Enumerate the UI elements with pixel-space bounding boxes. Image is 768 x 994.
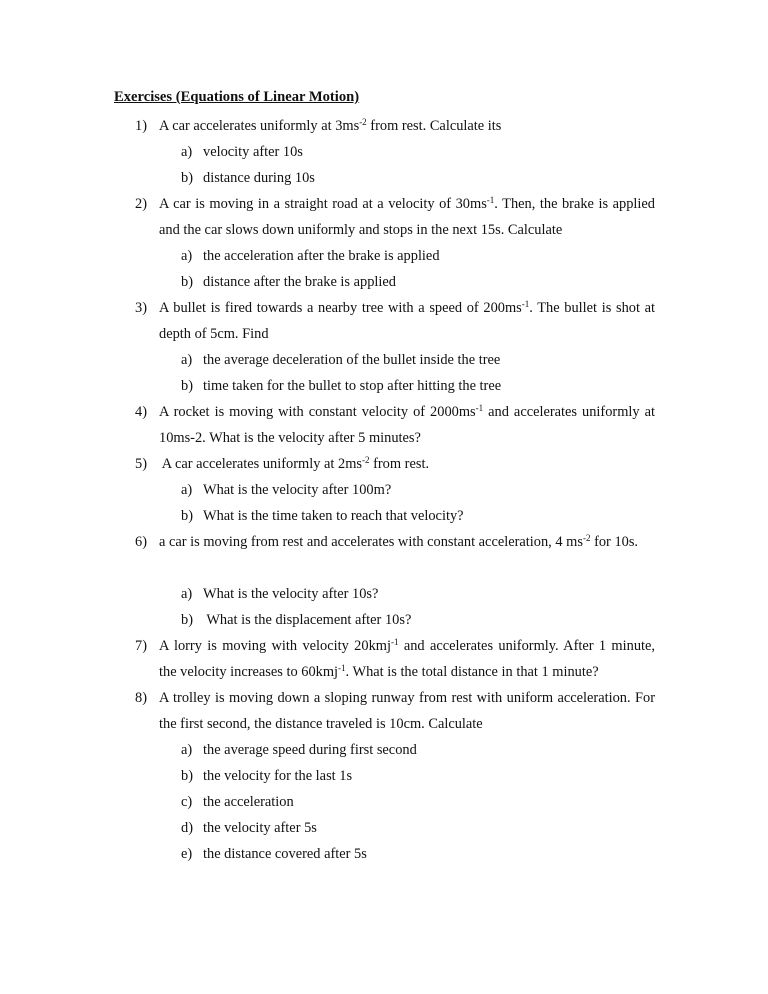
question-2 bbox=[135, 191, 655, 243]
question-number: 8) bbox=[135, 690, 147, 706]
sub-question: a) the average speed during first second bbox=[181, 742, 417, 758]
sub-question: c) the acceleration bbox=[181, 794, 294, 810]
question-number: 7) bbox=[135, 638, 147, 654]
question-text: A trolley is moving down a sloping runway from rest with uniform acceleration. For the first second, the distance traveled is 10cm. Calculate bbox=[159, 690, 655, 732]
sub-question: a) the acceleration after the brake is applied bbox=[181, 248, 440, 264]
question-number: 1) bbox=[135, 118, 147, 134]
question-7 bbox=[135, 633, 655, 685]
sub-question: d) the velocity after 5s bbox=[181, 820, 317, 836]
question-1 bbox=[135, 113, 655, 139]
sub-question: b) What is the time taken to reach that velocity? bbox=[181, 508, 464, 524]
question-text: A rocket is moving with constant velocity of $2000ms^{-1}$ and accelerates uniformly at 10ms-2. What is the velocity after 5 minutes? bbox=[159, 403, 655, 446]
question-number: 2) bbox=[135, 196, 147, 212]
question-3 bbox=[135, 295, 655, 347]
question-5 bbox=[135, 451, 655, 477]
question-text: A car is moving in a straight road at a velocity of $30ms^{-1}$. Then, the brake is applied and the car slows down uniformly and stops in the next 15s. Calculate bbox=[159, 195, 655, 238]
sub-question: e) the distance covered after 5s bbox=[181, 846, 367, 862]
sub-question: b) the velocity for the last 1s bbox=[181, 768, 353, 784]
question-text: a car is moving from rest and accelerates with constant acceleration, 4 $ms^{-2}$ for 10s. bbox=[159, 533, 639, 550]
question-text: A lorry is moving with velocity 20kmj$^{-1}$ and accelerates uniformly. After 1 minute, the velocity increases to 60kmj$^{-1}$. What is the total distance in that 1 minute? bbox=[159, 637, 655, 680]
sub-question: b) distance after the brake is applied bbox=[181, 274, 396, 290]
question-text: A bullet is fired towards a nearby tree with a speed of $200ms^{-1}$. The bullet is shot at depth of 5cm. Find bbox=[159, 299, 655, 342]
question-6 bbox=[135, 529, 655, 555]
question-text: A car accelerates uniformly at $2ms^{-2}$ from rest. bbox=[159, 455, 430, 472]
question-number: 6) bbox=[135, 534, 147, 550]
sub-question: b) time taken for the bullet to stop after hitting the tree bbox=[181, 378, 502, 394]
question-number: 4) bbox=[135, 404, 147, 420]
question-4 bbox=[135, 399, 655, 451]
question-8 bbox=[135, 685, 655, 737]
sub-question: a) the average deceleration of the bullet inside the tree bbox=[181, 352, 501, 368]
sub-question: b) distance during 10s bbox=[181, 170, 315, 186]
sub-question: a) What is the velocity after 100m? bbox=[181, 482, 392, 498]
page-title: Exercises (Equations of Linear Motion) bbox=[114, 89, 360, 105]
sub-question: a) What is the velocity after 10s? bbox=[181, 586, 379, 602]
sub-question: b) What is the displacement after 10s? bbox=[181, 612, 412, 628]
question-number: 5) bbox=[135, 456, 147, 472]
sub-question: a) velocity after 10s bbox=[181, 144, 303, 160]
question-number: 3) bbox=[135, 300, 147, 316]
question-text: A car accelerates uniformly at $3ms^{-2}$ from rest. Calculate its bbox=[159, 117, 502, 134]
